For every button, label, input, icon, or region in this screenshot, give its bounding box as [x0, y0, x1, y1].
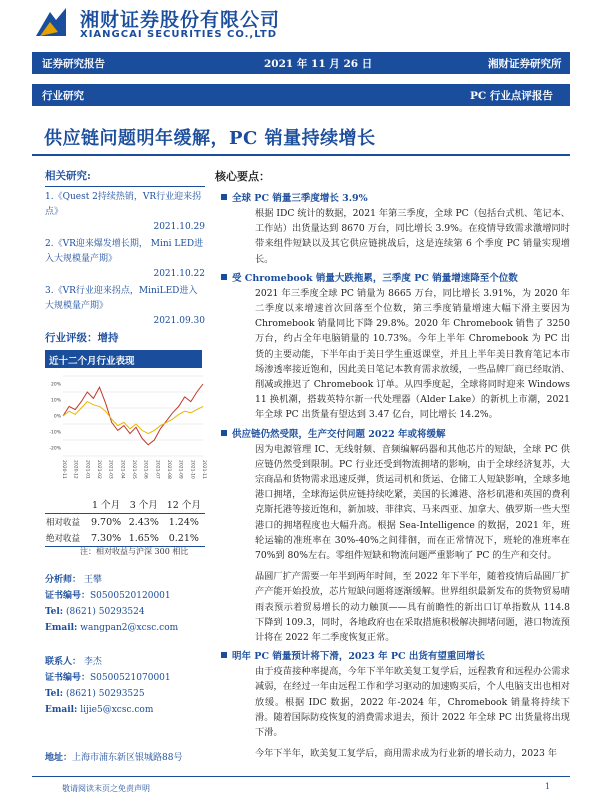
chart-x-tick-label: 2020-11 [61, 460, 66, 479]
related-divider [45, 186, 205, 187]
analyst-role: 分析师： [45, 575, 82, 585]
subcategory: PC 行业点评报告 [470, 90, 553, 102]
section-heading [221, 270, 570, 284]
returns-cell: 0.21% [163, 530, 205, 547]
brand-name-en: XIANGCAI SECURITIES CO.,LTD [80, 29, 278, 40]
paragraph: 2021 年三季度全球 PC 销量为 8665 万台，同比增长 3.91%，为 2020 年二季度以来增速首次回落至个位数，第三季度销量增速大幅下滑主要因为 Chromebook 销量同比下降 29.8%。2020 年 Chromebook 销售了 3250 万台，约占全年电脑销量的 10.73%。今年上半年 Chromebook 为 PC 出货的主要动能，下半年由于美日学生重返课堂，并且上半年美日教育笔记本市场渗透率接近饱和，因此美日笔记本教育需求放缓，一些品牌厂商已经取消、削减或推迟了 Chromebook 订单。从四季度起，全球将同时迎来 Windows 11 换机潮，搭载英特尔新一代处理器（Alder Lake）的新机上市潮，2021 年全球 PC 出货量有望达到 3.47 亿台，同比增长 14.2%。 [255, 287, 570, 421]
brand-name: 湘财证券股份有限公司 [80, 9, 281, 31]
contact-block [45, 654, 205, 718]
related-item-title[interactable]: 1.《Quest 2持续热销，VR行业迎来拐点》 [45, 192, 202, 217]
report-date: 2021 年 11 月 26 日 [264, 58, 373, 70]
chart-x-tick-label: 2021-07 [154, 460, 160, 479]
chart-y-tick-label: -20% [49, 446, 61, 452]
chart-x-tick-label: 2021-09 [177, 460, 183, 479]
chart-x-tick-label: 2020-12 [72, 460, 78, 479]
related-item-date: 2021.10.22 [153, 269, 205, 279]
main-content [215, 168, 570, 762]
returns-header-cell: 1 个月 [87, 495, 125, 514]
bullet-square-icon [221, 652, 227, 658]
paragraph: 今年下半年，欧美复工复学后，商用需求成为行业新的增长动力，2023 年 [255, 748, 557, 760]
contact-name: 李杰 [83, 657, 102, 667]
bullet-square-icon [221, 274, 227, 280]
returns-cell: 1.65% [125, 530, 163, 547]
analyst-email-link[interactable]: wangpan2@xcsc.com [80, 623, 179, 633]
returns-cell: 1.24% [168, 516, 199, 528]
returns-header-cell [45, 495, 87, 514]
header-band-bottom [32, 84, 570, 106]
section-heading [221, 190, 570, 204]
returns-cell: 9.70% [90, 516, 122, 528]
performance-title: 近十二个月行业表现 [45, 350, 202, 368]
chart-x-tick-label: 2021-05 [131, 460, 136, 479]
analyst-email-label: Email: [45, 623, 78, 633]
bullet-square-icon [221, 194, 227, 200]
chart-x-tick-label: 2021-06 [142, 460, 148, 479]
key-points-heading: 核心要点： [215, 170, 270, 183]
chart-series-line [63, 402, 203, 434]
paragraph: 晶圆厂扩产需要一年半到两年时间，至 2022 年下半年，随着疫情后晶圆厂扩产产能开始投放，芯片短缺问题将逐渐缓解。世界组织最新发布的货物贸易晴雨表预示着贸易增长的动力触顶——具有前瞻性的新出口订单指数从 114.8 下降到 109.3，同时，各地政府也在采取措施积极解决拥堵问题，港口物流预计将在 2022 年二季度恢复正常。 [255, 571, 570, 644]
related-heading: 相关研究: [45, 170, 91, 182]
contact-email-label: Email: [45, 705, 78, 715]
related-item[interactable] [45, 284, 205, 329]
chart-x-tick-label: 2021-02 [96, 460, 101, 479]
chart-x-tick-label: 2021-08 [166, 460, 171, 479]
returns-header-row [45, 495, 205, 514]
returns-cell: 2.43% [128, 516, 159, 528]
chart-x-tick-label: 2021-11 [201, 460, 206, 479]
related-item[interactable] [45, 190, 205, 235]
title-divider [32, 154, 570, 156]
related-item[interactable] [45, 237, 205, 282]
chart-x-tick-label: 2021-10 [189, 460, 195, 479]
analyst-tel: (8621) 50293524 [66, 607, 145, 617]
paragraph: 因为电源管理 IC、无线射频、音频编解码器和其他芯片的短缺，全球 PC 供应链仍然受到限制。PC 行业还受到物流拥堵的影响，由于全球经济复苏，大宗商品和货物需求迅速反弹，货运司机和货运、仓储工人短缺影响，全球多地港口拥堵，全球海运供应链持续吃紧，美国的长滩港、洛杉矶港和英国的费利克斯托港等接近饱和，新加坡、菲律宾、马来西亚、加拿大、俄罗斯一些大型港口的拥堵程度也大幅升高。根据 Sea-Intelligence 的数据，2021 年，班轮运输的准班率在 30%-40%之间徘徊，而在正常情况下，班轮的准班率在 70%到 80%左右。零组件短缺和物流问题严重影响了 PC 的生产和交付。 [255, 443, 570, 562]
returns-row [45, 514, 205, 531]
contact-cert-label: 证书编号： [45, 673, 91, 683]
contact-tel: (8621) 50293525 [66, 689, 145, 699]
returns-header-cell: 3 个月 [125, 495, 163, 514]
analyst-name: 王攀 [83, 575, 102, 585]
related-item-title[interactable]: 2.《VR迎来爆发增长期， Mini LED进入大规模量产期》 [45, 239, 204, 264]
contact-cert: S0500521070001 [90, 673, 171, 683]
chart-x-tick-label: 2021-01 [84, 460, 90, 479]
returns-cell: 7.30% [87, 530, 125, 547]
analyst-block [45, 572, 205, 636]
chart-y-tick-label: 10% [50, 398, 61, 404]
section-heading-text: 明年 PC 销量预计将下滑，2023 年 PC 出货有望重回增长 [232, 651, 485, 663]
industry-rating: 行业评级：增持 [45, 332, 119, 344]
paragraph: 根据 IDC 统计的数据，2021 年第三季度，全球 PC（包括台式机、笔记本、工作站）出货量达到 8670 万台，同比增长 3.9%。在疫情导致需求激增同时带来组件短缺以及其它供应链挑战后，这是连续第 6 个季度 PC 销量实现增长。 [255, 208, 570, 265]
chart-x-tick-label: 2021-04 [119, 460, 125, 479]
report-type: 证券研究报告 [42, 58, 105, 70]
returns-table [45, 495, 205, 547]
institute: 湘财证券研究所 [488, 58, 562, 70]
returns-row-label: 相对收益 [46, 518, 81, 528]
contact-email-link[interactable]: lijie5@xcsc.com [80, 705, 154, 715]
page-number: 1 [545, 782, 551, 791]
chart-series-line [63, 384, 203, 445]
returns-header-cell: 12 个月 [163, 495, 205, 514]
contact-role: 联系人： [45, 657, 82, 667]
disclaimer-link[interactable]: 敬请阅读末页之免责声明 [62, 784, 150, 793]
related-item-title[interactable]: 3.《VR行业迎来拐点，MiniLED进入大规模量产期》 [45, 286, 198, 311]
contact-tel-label: Tel: [45, 689, 64, 699]
chart-y-tick-label: -10% [49, 430, 61, 436]
address-value: 上海市浦东新区银城路88号 [72, 753, 183, 763]
returns-note: 注：相对收益与沪深 300 相比 [80, 547, 189, 556]
performance-chart [45, 370, 205, 490]
returns-row-label: 绝对收益 [45, 530, 87, 547]
paragraph: 由于疫苗接种率提高，今年下半年欧美复工复学后，远程教育和远程办公需求减弱，在经过一年由远程工作和学习驱动的加速购买后，个人电脑支出也相对放缓。根据 IDC 数据，2022 年-2024 年，Chromebook 销量将持续下滑。随着国际防疫恢复的消费需求退去，预计 2022 年全球 PC 出货量将出现下滑。 [255, 666, 570, 739]
company-logo-icon [32, 6, 72, 40]
chart-y-tick-label: 0% [53, 414, 61, 420]
bullet-square-icon [221, 430, 227, 436]
section-heading-text: 全球 PC 销量三季度增长 3.9% [232, 193, 368, 204]
analyst-tel-label: Tel: [45, 607, 64, 617]
section-heading [221, 426, 570, 440]
analyst-cert: S0500520120001 [90, 591, 171, 601]
section-heading [221, 648, 570, 662]
page-title: 供应链问题明年缓解，PC 销量持续增长 [44, 128, 376, 149]
footer [32, 776, 570, 793]
related-item-date: 2021.10.29 [153, 222, 205, 232]
section-heading-text: 供应链仍然受限，生产交付问题 2022 年或将缓解 [232, 428, 446, 440]
section-heading-text: 受 Chromebook 销量大跌拖累，三季度 PC 销量增速降至个位数 [232, 272, 518, 284]
category: 行业研究 [42, 90, 84, 102]
header-band-top [32, 52, 570, 74]
returns-row [45, 530, 205, 547]
chart-x-tick-label: 2021-03 [107, 460, 113, 479]
sidebar [45, 168, 205, 329]
related-item-date: 2021.09.30 [153, 316, 205, 326]
address-label: 地址： [45, 753, 73, 763]
analyst-cert-label: 证书编号： [45, 591, 91, 601]
address [45, 750, 182, 763]
chart-y-tick-label: 20% [50, 382, 61, 388]
